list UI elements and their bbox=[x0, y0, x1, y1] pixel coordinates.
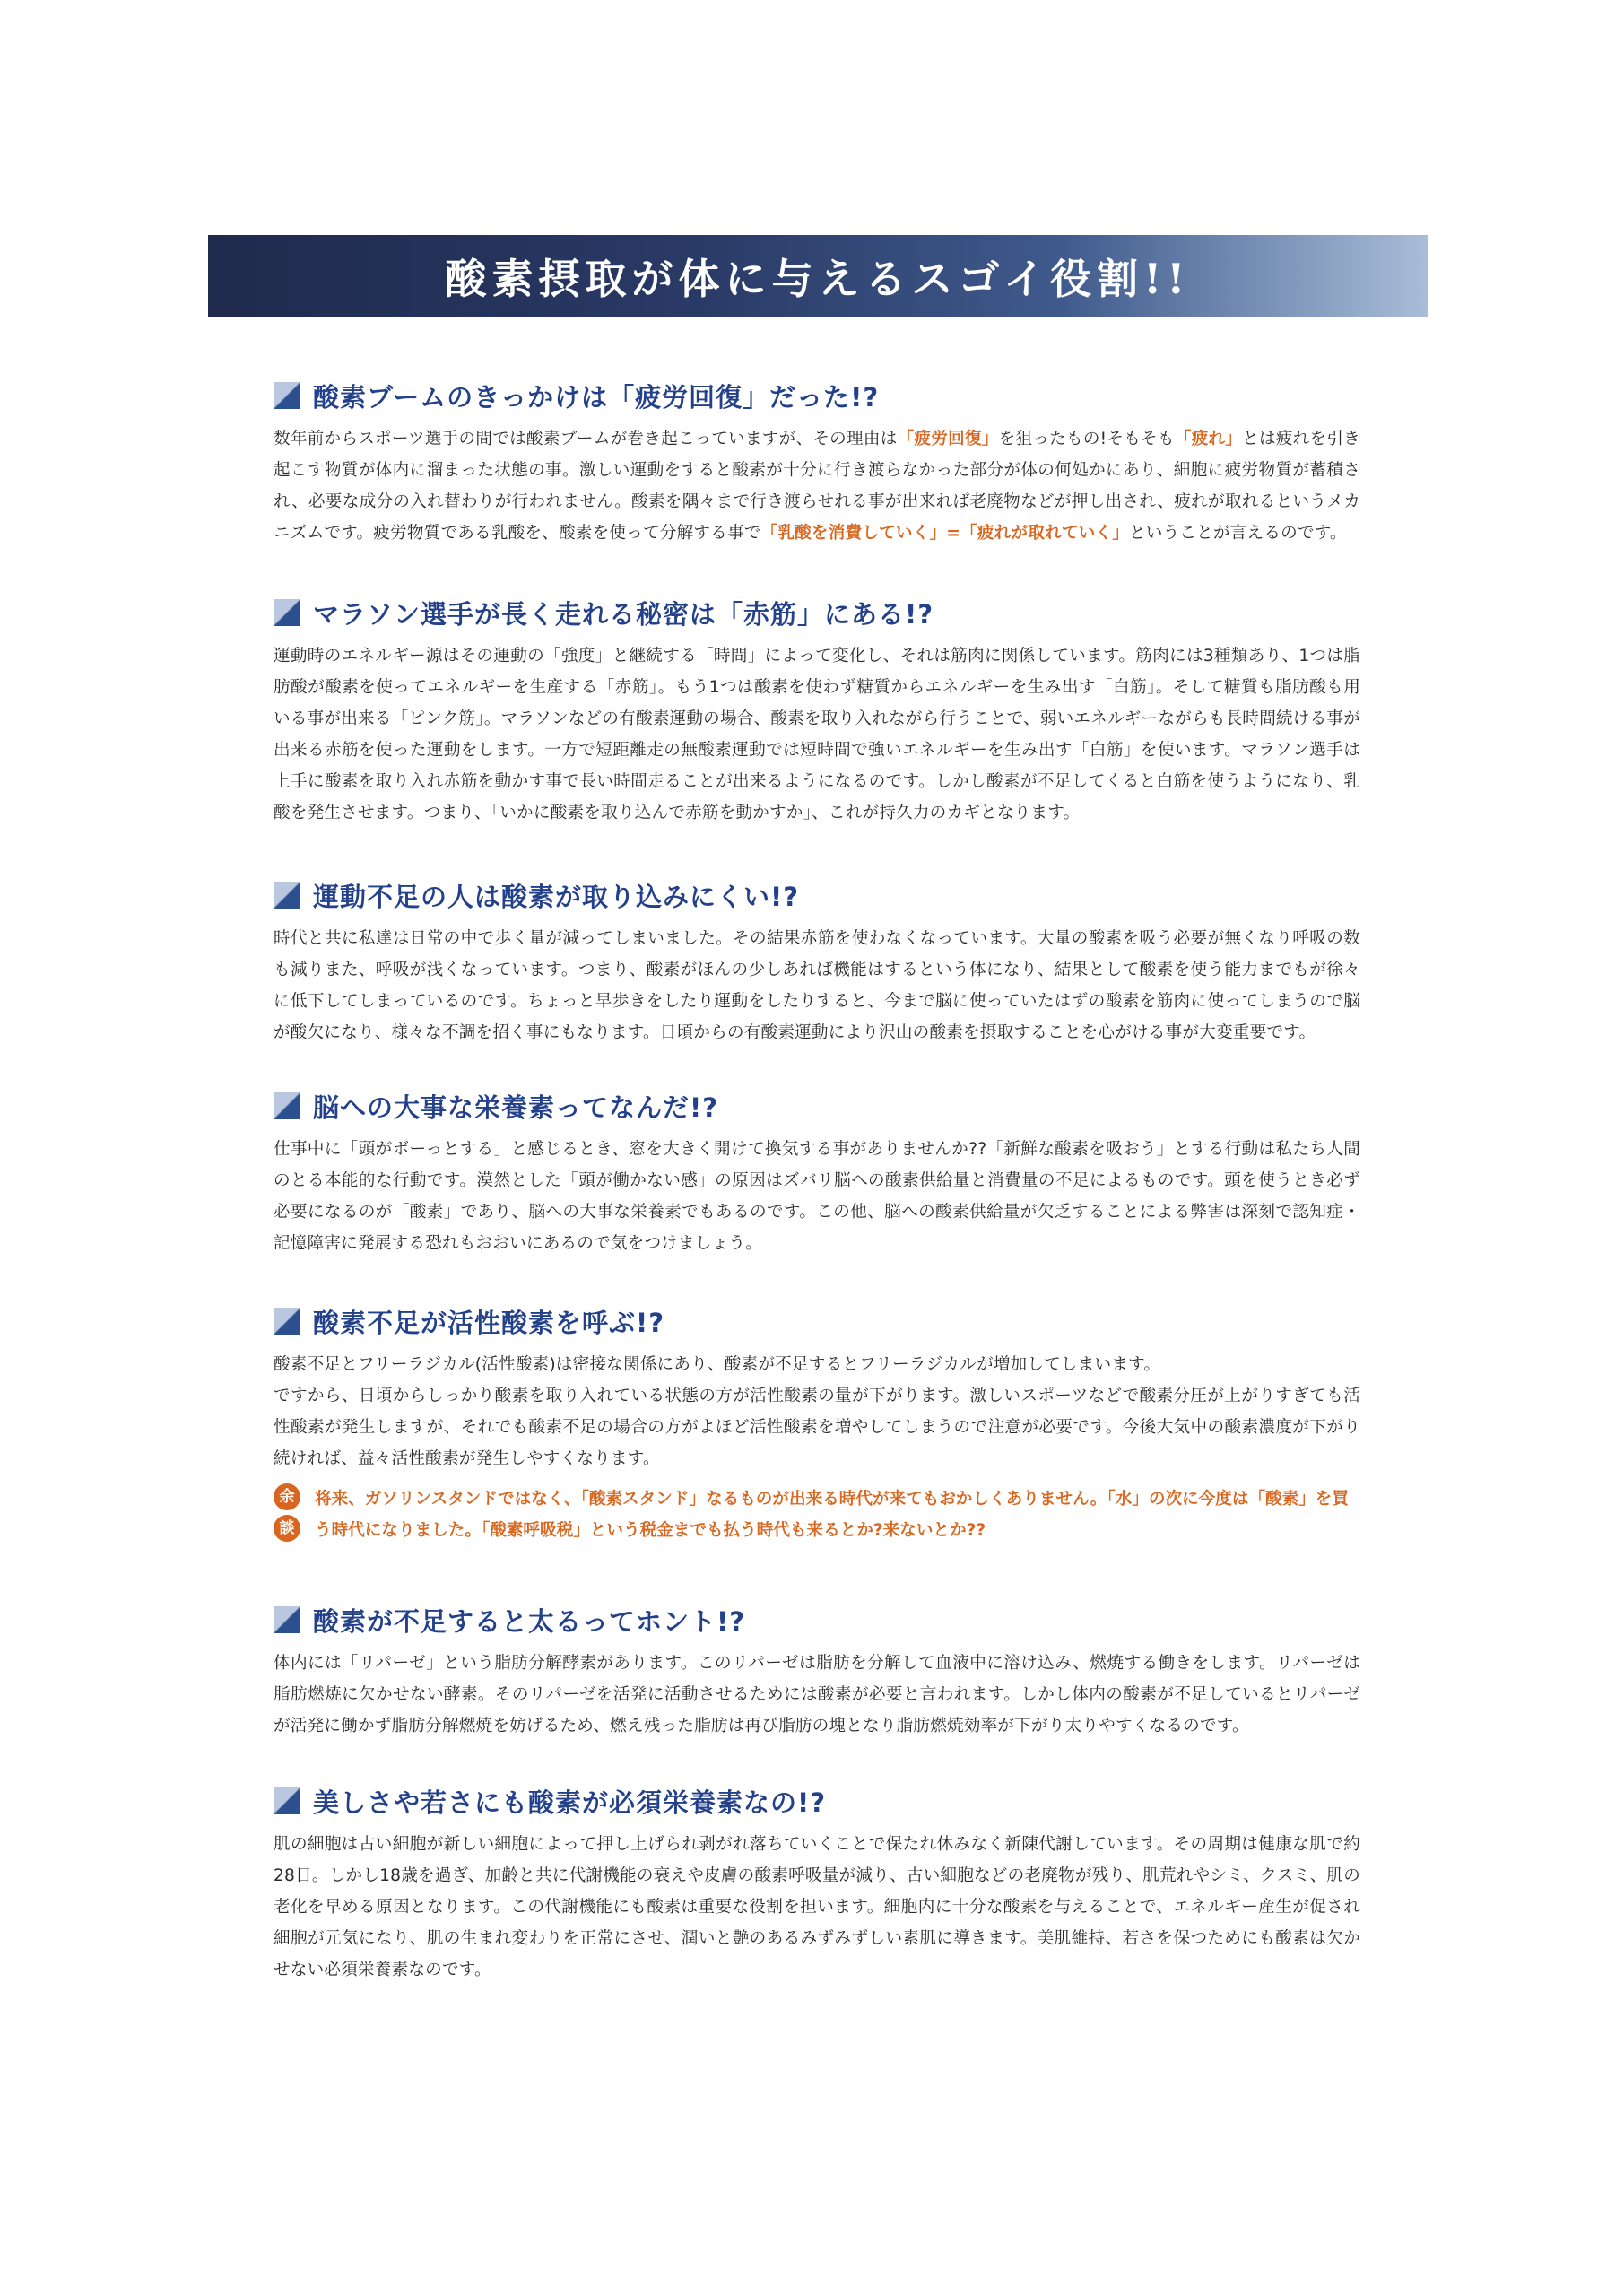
title-banner bbox=[208, 235, 1428, 317]
body-text: とは疲れを引き起こす物質が体内に溜まった状態の事。激しい運動をすると酸素が十分に行き渡らなかった部分が体の何処かにあり、細胞に疲労物質が蓄積され、必要な成分の入れ替わりが行われません。酸素を隅々まで行き渡らせれる事が出来れば老廃物などが押し出され、疲れが取れるというメカニズムです。疲労物質である乳酸を、酸素を使って分解する事で bbox=[274, 430, 1360, 543]
section-marker-icon bbox=[274, 882, 300, 909]
highlighted-text: 「乳酸を消費していく」=「疲れが取れていく」 bbox=[760, 524, 1129, 543]
page-title: 酸素摂取が体に与えるスゴイ役割!! bbox=[445, 255, 1191, 303]
section-body bbox=[274, 640, 1360, 829]
section-title: 酸素が不足すると太るってホント!? bbox=[313, 1605, 746, 1637]
highlighted-text: 「疲れ」 bbox=[1174, 430, 1243, 448]
section-red-muscle bbox=[274, 592, 1360, 829]
section-marker-icon bbox=[274, 382, 300, 409]
section-header bbox=[274, 1300, 1360, 1342]
section-marker-icon bbox=[274, 1787, 300, 1814]
section-marker-icon bbox=[274, 1606, 300, 1633]
section-header bbox=[274, 1085, 1360, 1126]
body-text: 仕事中に「頭がボーっとする」と感じるとき、窓を大きく開けて換気する事がありませんか??「新鮮な酸素を吸おう」とする行動は私たち人間のとる本能的な行動です。漠然とした「頭が働かない感」の原因はズバリ脳への酸素供給量と消費量の不足によるものです。頭を使うとき必ず必要になるのが「酸素」であり、脳への大事な栄養素でもあるのです。この他、脳への酸素供給量が欠乏することによる弊害は深刻で認知症・記憶障害に発展する恐れもおおいにあるので気をつけましょう。 bbox=[274, 1140, 1360, 1253]
section-title: 脳への大事な栄養素ってなんだ!? bbox=[313, 1091, 719, 1123]
section-title: 酸素ブームのきっかけは「疲労回復」だった!? bbox=[313, 381, 880, 413]
section-marker-icon bbox=[274, 1092, 300, 1119]
body-text: 数年前からスポーツ選手の間では酸素ブームが巻き起こっていますが、その理由は bbox=[274, 430, 898, 448]
section-body bbox=[274, 1349, 1360, 1474]
section-body bbox=[274, 1134, 1360, 1259]
section-body bbox=[274, 1829, 1360, 1986]
section-body bbox=[274, 923, 1360, 1048]
section-header bbox=[274, 1780, 1360, 1822]
section-header bbox=[274, 874, 1360, 916]
section-body bbox=[274, 1648, 1360, 1742]
body-text: ですから、日頃からしっかり酸素を取り入れている状態の方が活性酸素の量が下がります。激しいスポーツなどで酸素分圧が上がりすぎても活性酸素が発生しますが、それでも酸素不足の場合の方がよほど活性酸素を増やしてしまうので注意が必要です。今後大気中の酸素濃度が下がり続ければ、益々活性酸素が発生しやすくなります。 bbox=[274, 1387, 1360, 1468]
highlighted-text: 「疲労回復」 bbox=[897, 430, 999, 448]
section-brain-nutrient bbox=[274, 1085, 1360, 1259]
section-header bbox=[274, 375, 1360, 416]
body-text: 酸素不足とフリーラジカル(活性酸素)は密接な関係にあり、酸素が不足するとフリーラジカルが増加してしまいます。 bbox=[274, 1355, 1161, 1374]
aside-badge bbox=[274, 1483, 300, 1546]
section-active-oxygen bbox=[274, 1300, 1360, 1546]
section-title: マラソン選手が長く走れる秘密は「赤筋」にある!? bbox=[313, 598, 934, 630]
section-body bbox=[274, 423, 1360, 549]
body-text: 体内には「リパーゼ」という脂肪分解酵素があります。このリパーゼは脂肪を分解して血液中に溶け込み、燃焼する働きをします。リパーゼは脂肪燃焼に欠かせない酵素。そのリパーゼを活発に活動させるためには酸素が必要と言われます。しかし体内の酸素が不足しているとリパーゼが活発に働かず脂肪分解燃焼を妨げるため、燃え残った脂肪は再び脂肪の塊となり脂肪燃焼効率が下がり太りやすくなるのです。 bbox=[274, 1654, 1360, 1735]
body-text: 肌の細胞は古い細胞が新しい細胞によって押し上げられ剥がれ落ちていくことで保たれ休みなく新陳代謝しています。その周期は健康な肌で約28日。しかし18歳を過ぎ、加齢と共に代謝機能の衰えや皮膚の酸素呼吸量が減り、古い細胞などの老廃物が残り、肌荒れやシミ、クスミ、肌の老化を早める原因となります。この代謝機能にも酸素は重要な役割を担います。細胞内に十分な酸素を与えることで、エネルギー産生が促され細胞が元気になり、肌の生まれ変わりを正常にさせ、潤いと艶のあるみずみずしい素肌に導きます。美肌維持、若さを保つためにも酸素は欠かせない必須栄養素なのです。 bbox=[274, 1835, 1360, 1979]
aside-note bbox=[274, 1483, 1360, 1546]
section-lack-of-exercise bbox=[274, 874, 1360, 1048]
section-header bbox=[274, 1599, 1360, 1640]
section-marker-icon bbox=[274, 1308, 300, 1335]
section-beauty-youth bbox=[274, 1780, 1360, 1986]
section-marker-icon bbox=[274, 599, 300, 626]
body-text: を狙ったもの!そもそも bbox=[998, 430, 1175, 448]
section-title: 美しさや若さにも酸素が必須栄養素なの!? bbox=[313, 1787, 827, 1818]
aside-badge-char: 談 bbox=[274, 1515, 300, 1542]
section-header bbox=[274, 592, 1360, 633]
aside-text: 将来、ガソリンスタンドではなく、「酸素スタンド」なるものが出来る時代が来てもおかしくありません。「水」の次に今度は「酸素」を買う時代になりました。「酸素呼吸税」という税金までも払う時代も来るとか?来ないとか?? bbox=[315, 1490, 1349, 1540]
body-text: ということが言えるのです。 bbox=[1129, 524, 1347, 543]
section-title: 酸素不足が活性酸素を呼ぶ!? bbox=[313, 1307, 665, 1338]
aside-badge-char: 余 bbox=[274, 1483, 300, 1510]
body-text: 運動時のエネルギー源はその運動の「強度」と継続する「時間」によって変化し、それは筋肉に関係しています。筋肉には3種類あり、1つは脂肪酸が酸素を使ってエネルギーを生産する「赤筋」。もう1つは酸素を使わず糖質からエネルギーを生み出す「白筋」。そして糖質も脂肪酸も用いる事が出来る「ピンク筋」。マラソンなどの有酸素運動の場合、酸素を取り入れながら行うことで、弱いエネルギーながらも長時間続ける事が出来る赤筋を使った運動をします。一方で短距離走の無酸素運動では短時間で強いエネルギーを生み出す「白筋」を使います。マラソン選手は上手に酸素を取り入れ赤筋を動かす事で長い時間走ることが出来るようになるのです。しかし酸素が不足してくると白筋を使うようになり、乳酸を発生させます。つまり、「いかに酸素を取り込んで赤筋を動かすか」、これが持久力のカギとなります。 bbox=[274, 647, 1360, 822]
section-fatigue-recovery bbox=[274, 375, 1360, 549]
body-text: 時代と共に私達は日常の中で歩く量が減ってしまいました。その結果赤筋を使わなくなっています。大量の酸素を吸う必要が無くなり呼吸の数も減りまた、呼吸が浅くなっています。つまり、酸素がほんの少しあれば機能はするという体になり、結果として酸素を使う能力までもが徐々に低下してしまっているのです。ちょっと早歩きをしたり運動をしたりすると、今まで脳に使っていたはずの酸素を筋肉に使ってしまうので脳が酸欠になり、様々な不調を招く事にもなります。日頃からの有酸素運動により沢山の酸素を摂取することを心がける事が大変重要です。 bbox=[274, 929, 1360, 1042]
section-title: 運動不足の人は酸素が取り込みにくい!? bbox=[313, 881, 800, 912]
section-oxygen-and-weight bbox=[274, 1599, 1360, 1742]
